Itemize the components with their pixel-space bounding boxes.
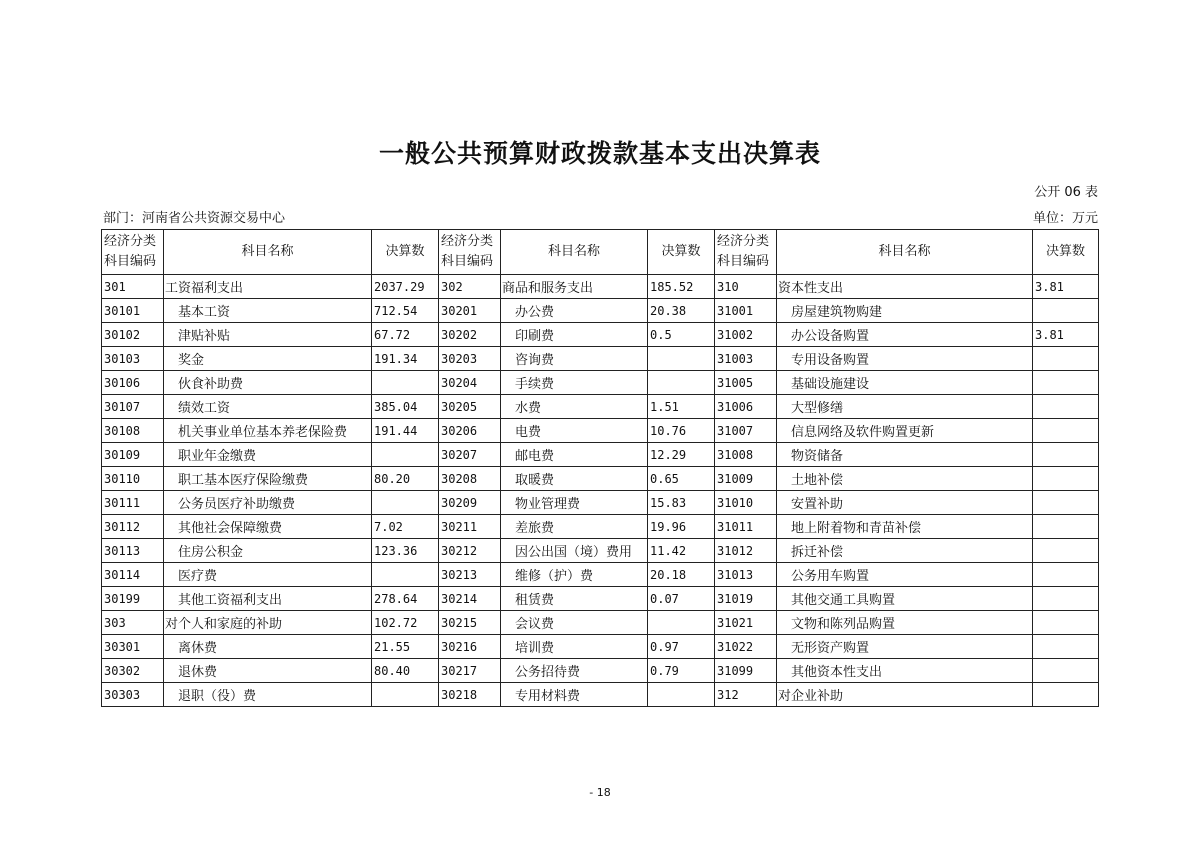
table-row [102, 299, 1099, 323]
cell-name: 土地补偿 [777, 467, 1033, 491]
cell-code: 31007 [715, 419, 777, 443]
cell-code: 31011 [715, 515, 777, 539]
cell-amount [1033, 659, 1099, 683]
cell-amount [648, 347, 715, 371]
cell-code: 30302 [102, 659, 164, 683]
table-header-row [102, 230, 1099, 275]
cell-name: 其他社会保障缴费 [164, 515, 372, 539]
cell-name: 其他工资福利支出 [164, 587, 372, 611]
cell-amount [1033, 563, 1099, 587]
table-row [102, 683, 1099, 707]
cell-name: 会议费 [501, 611, 648, 635]
header-name-3: 科目名称 [777, 230, 1033, 275]
cell-amount: 67.72 [372, 323, 439, 347]
cell-code: 30213 [439, 563, 501, 587]
cell-code: 31008 [715, 443, 777, 467]
table-row [102, 371, 1099, 395]
cell-amount: 191.44 [372, 419, 439, 443]
cell-name: 对个人和家庭的补助 [164, 611, 372, 635]
cell-amount: 19.96 [648, 515, 715, 539]
table-row [102, 659, 1099, 683]
table-row [102, 443, 1099, 467]
budget-table [101, 229, 1099, 707]
cell-name: 邮电费 [501, 443, 648, 467]
cell-name: 办公费 [501, 299, 648, 323]
cell-code: 30107 [102, 395, 164, 419]
cell-name: 退休费 [164, 659, 372, 683]
cell-amount [1033, 635, 1099, 659]
cell-name: 因公出国（境）费用 [501, 539, 648, 563]
table-row [102, 515, 1099, 539]
cell-code: 30215 [439, 611, 501, 635]
cell-amount: 3.81 [1033, 275, 1099, 299]
cell-amount: 102.72 [372, 611, 439, 635]
cell-code: 30114 [102, 563, 164, 587]
table-row [102, 491, 1099, 515]
cell-name: 基础设施建设 [777, 371, 1033, 395]
cell-name: 对企业补助 [777, 683, 1033, 707]
cell-amount: 21.55 [372, 635, 439, 659]
cell-code: 31002 [715, 323, 777, 347]
cell-amount: 0.5 [648, 323, 715, 347]
cell-amount [1033, 683, 1099, 707]
cell-name: 专用材料费 [501, 683, 648, 707]
table-row [102, 275, 1099, 299]
cell-amount: 15.83 [648, 491, 715, 515]
cell-amount: 2037.29 [372, 275, 439, 299]
cell-amount: 0.07 [648, 587, 715, 611]
cell-name: 离休费 [164, 635, 372, 659]
cell-amount: 712.54 [372, 299, 439, 323]
cell-name: 培训费 [501, 635, 648, 659]
cell-code: 30103 [102, 347, 164, 371]
table-row [102, 539, 1099, 563]
cell-code: 31005 [715, 371, 777, 395]
cell-code: 30109 [102, 443, 164, 467]
cell-amount: 123.36 [372, 539, 439, 563]
cell-name: 专用设备购置 [777, 347, 1033, 371]
cell-amount: 7.02 [372, 515, 439, 539]
cell-code: 31006 [715, 395, 777, 419]
cell-amount [1033, 299, 1099, 323]
cell-name: 绩效工资 [164, 395, 372, 419]
cell-amount [372, 371, 439, 395]
cell-amount: 80.40 [372, 659, 439, 683]
cell-name: 租赁费 [501, 587, 648, 611]
cell-code: 31019 [715, 587, 777, 611]
cell-name: 房屋建筑物购建 [777, 299, 1033, 323]
header-code-1: 经济分类 科目编码 [102, 230, 164, 275]
cell-code: 31001 [715, 299, 777, 323]
table-row [102, 611, 1099, 635]
cell-code: 301 [102, 275, 164, 299]
cell-name: 商品和服务支出 [501, 275, 648, 299]
cell-amount: 0.79 [648, 659, 715, 683]
cell-name: 文物和陈列品购置 [777, 611, 1033, 635]
cell-code: 30101 [102, 299, 164, 323]
cell-code: 30212 [439, 539, 501, 563]
cell-name: 取暖费 [501, 467, 648, 491]
cell-name: 津贴补贴 [164, 323, 372, 347]
cell-amount [1033, 371, 1099, 395]
cell-code: 31099 [715, 659, 777, 683]
cell-code: 30209 [439, 491, 501, 515]
table-row [102, 467, 1099, 491]
cell-code: 30208 [439, 467, 501, 491]
page-number: - 18 [589, 786, 611, 799]
cell-code: 30216 [439, 635, 501, 659]
cell-code: 30106 [102, 371, 164, 395]
cell-amount [1033, 587, 1099, 611]
table-row [102, 635, 1099, 659]
header-amount-1: 决算数 [372, 230, 439, 275]
cell-name: 物资储备 [777, 443, 1033, 467]
cell-amount: 1.51 [648, 395, 715, 419]
cell-amount [1033, 539, 1099, 563]
table-row [102, 395, 1099, 419]
cell-amount [372, 563, 439, 587]
cell-amount [1033, 467, 1099, 491]
cell-amount: 0.97 [648, 635, 715, 659]
cell-amount [1033, 491, 1099, 515]
cell-name: 公务员医疗补助缴费 [164, 491, 372, 515]
cell-amount [648, 683, 715, 707]
cell-name: 无形资产购置 [777, 635, 1033, 659]
cell-amount: 191.34 [372, 347, 439, 371]
cell-code: 31003 [715, 347, 777, 371]
cell-code: 30205 [439, 395, 501, 419]
form-number: 公开 06 表 [1034, 185, 1098, 200]
cell-name: 公务用车购置 [777, 563, 1033, 587]
cell-code: 31013 [715, 563, 777, 587]
cell-name: 水费 [501, 395, 648, 419]
header-amount-2: 决算数 [648, 230, 715, 275]
cell-code: 31022 [715, 635, 777, 659]
cell-name: 维修（护）费 [501, 563, 648, 587]
cell-code: 30206 [439, 419, 501, 443]
cell-name: 机关事业单位基本养老保险费 [164, 419, 372, 443]
cell-name: 信息网络及软件购置更新 [777, 419, 1033, 443]
cell-code: 30112 [102, 515, 164, 539]
cell-name: 其他交通工具购置 [777, 587, 1033, 611]
cell-amount: 12.29 [648, 443, 715, 467]
cell-code: 30204 [439, 371, 501, 395]
cell-code: 31009 [715, 467, 777, 491]
cell-name: 咨询费 [501, 347, 648, 371]
header-code-3: 经济分类 科目编码 [715, 230, 777, 275]
cell-code: 31021 [715, 611, 777, 635]
cell-amount: 20.38 [648, 299, 715, 323]
cell-amount: 20.18 [648, 563, 715, 587]
cell-amount: 80.20 [372, 467, 439, 491]
cell-code: 312 [715, 683, 777, 707]
cell-code: 30199 [102, 587, 164, 611]
cell-amount [1033, 611, 1099, 635]
cell-name: 拆迁补偿 [777, 539, 1033, 563]
cell-code: 303 [102, 611, 164, 635]
cell-name: 办公设备购置 [777, 323, 1033, 347]
cell-name: 其他资本性支出 [777, 659, 1033, 683]
cell-amount: 11.42 [648, 539, 715, 563]
cell-code: 30218 [439, 683, 501, 707]
header-name-1: 科目名称 [164, 230, 372, 275]
cell-amount [1033, 347, 1099, 371]
cell-name: 退职（役）费 [164, 683, 372, 707]
cell-code: 30217 [439, 659, 501, 683]
cell-name: 基本工资 [164, 299, 372, 323]
cell-code: 302 [439, 275, 501, 299]
cell-amount [372, 443, 439, 467]
table-row [102, 347, 1099, 371]
cell-name: 伙食补助费 [164, 371, 372, 395]
cell-code: 30207 [439, 443, 501, 467]
cell-amount [1033, 419, 1099, 443]
cell-code: 30111 [102, 491, 164, 515]
cell-name: 安置补助 [777, 491, 1033, 515]
cell-name: 工资福利支出 [164, 275, 372, 299]
cell-amount [648, 371, 715, 395]
cell-amount [372, 491, 439, 515]
cell-name: 奖金 [164, 347, 372, 371]
cell-name: 医疗费 [164, 563, 372, 587]
cell-code: 30301 [102, 635, 164, 659]
cell-amount [1033, 395, 1099, 419]
cell-code: 30202 [439, 323, 501, 347]
cell-amount: 185.52 [648, 275, 715, 299]
cell-amount [372, 683, 439, 707]
cell-name: 公务招待费 [501, 659, 648, 683]
cell-name: 资本性支出 [777, 275, 1033, 299]
cell-name: 差旅费 [501, 515, 648, 539]
table-row [102, 587, 1099, 611]
cell-code: 30110 [102, 467, 164, 491]
unit-label: 单位：万元 [1032, 211, 1098, 226]
table-body [102, 275, 1099, 707]
table-row [102, 419, 1099, 443]
cell-name: 电费 [501, 419, 648, 443]
cell-code: 30211 [439, 515, 501, 539]
table-row [102, 563, 1099, 587]
header-code-2: 经济分类 科目编码 [439, 230, 501, 275]
cell-name: 职工基本医疗保险缴费 [164, 467, 372, 491]
cell-code: 30303 [102, 683, 164, 707]
cell-code: 31012 [715, 539, 777, 563]
cell-amount: 10.76 [648, 419, 715, 443]
cell-name: 物业管理费 [501, 491, 648, 515]
cell-code: 31010 [715, 491, 777, 515]
cell-code: 310 [715, 275, 777, 299]
cell-amount: 385.04 [372, 395, 439, 419]
cell-amount [648, 611, 715, 635]
cell-name: 职业年金缴费 [164, 443, 372, 467]
cell-code: 30102 [102, 323, 164, 347]
report-title: 一般公共预算财政拨款基本支出决算表 [378, 139, 821, 168]
cell-code: 30214 [439, 587, 501, 611]
cell-name: 大型修缮 [777, 395, 1033, 419]
cell-code: 30113 [102, 539, 164, 563]
cell-amount: 3.81 [1033, 323, 1099, 347]
header-name-2: 科目名称 [501, 230, 648, 275]
cell-amount: 0.65 [648, 467, 715, 491]
cell-amount [1033, 443, 1099, 467]
department-label: 部门：河南省公共资源交易中心 [103, 211, 286, 226]
table-row [102, 323, 1099, 347]
cell-name: 地上附着物和青苗补偿 [777, 515, 1033, 539]
cell-code: 30201 [439, 299, 501, 323]
cell-code: 30108 [102, 419, 164, 443]
cell-amount: 278.64 [372, 587, 439, 611]
cell-amount [1033, 515, 1099, 539]
cell-name: 住房公积金 [164, 539, 372, 563]
cell-code: 30203 [439, 347, 501, 371]
cell-name: 手续费 [501, 371, 648, 395]
header-amount-3: 决算数 [1033, 230, 1099, 275]
cell-name: 印刷费 [501, 323, 648, 347]
